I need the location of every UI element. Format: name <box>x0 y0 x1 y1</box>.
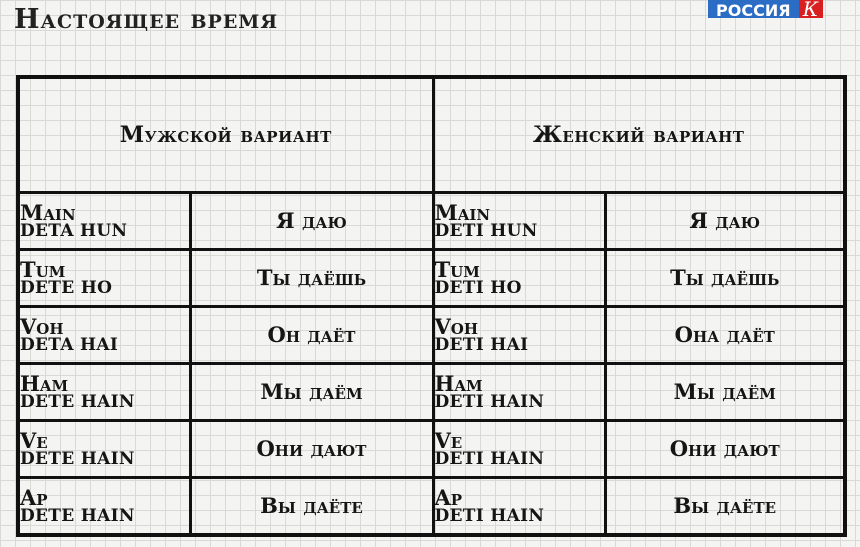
pronoun: Ve <box>434 427 463 453</box>
table-header-row <box>18 77 845 193</box>
pronoun: Voh <box>20 313 64 339</box>
verb-form: DETE HAIN <box>20 505 135 526</box>
table-row <box>18 477 845 535</box>
table-row <box>18 420 845 477</box>
male-variant-header: Мужской вариант <box>18 77 433 193</box>
verb-form: DETI HAIN <box>434 448 545 469</box>
female-hindi-cell <box>433 306 605 363</box>
table-row <box>18 193 845 250</box>
female-russian-cell: Я даю <box>605 193 845 250</box>
male-hindi-cell <box>18 363 190 420</box>
channel-logo <box>708 0 823 18</box>
female-hindi-cell <box>433 193 605 250</box>
male-hindi-cell <box>18 477 190 535</box>
verb-form: DETE HAIN <box>20 391 135 412</box>
table-row <box>18 363 845 420</box>
female-hindi-cell <box>433 363 605 420</box>
female-variant-header: Женский вариант <box>433 77 845 193</box>
channel-logo-text: РОССИЯ <box>708 0 799 18</box>
table-row <box>18 306 845 363</box>
male-russian-cell: Я даю <box>190 193 433 250</box>
female-russian-cell: Ты даёшь <box>605 249 845 306</box>
female-russian-cell: Она даёт <box>605 306 845 363</box>
male-hindi-cell <box>18 249 190 306</box>
male-hindi-cell <box>18 306 190 363</box>
male-russian-cell: Вы даёте <box>190 477 433 535</box>
pronoun: Main <box>20 199 76 225</box>
male-hindi-cell <box>18 193 190 250</box>
pronoun: Voh <box>434 313 479 339</box>
page-title: Настоящее время <box>14 4 279 35</box>
pronoun: Ham <box>20 370 69 396</box>
pronoun: Tum <box>20 256 66 282</box>
verb-form: DETE HAIN <box>20 448 135 469</box>
female-russian-cell: Они дают <box>605 420 845 477</box>
pronoun: Tum <box>434 256 480 282</box>
verb-form: DETI HUN <box>434 220 538 241</box>
female-hindi-cell <box>433 249 605 306</box>
female-russian-cell: Вы даёте <box>605 477 845 535</box>
verb-form: DETE HO <box>20 277 113 298</box>
verb-form: DETI HAIN <box>434 391 545 412</box>
table-row <box>18 249 845 306</box>
male-russian-cell: Ты даёшь <box>190 249 433 306</box>
male-hindi-cell <box>18 420 190 477</box>
male-russian-cell: Они дают <box>190 420 433 477</box>
female-russian-cell: Мы даём <box>605 363 845 420</box>
female-hindi-cell <box>433 477 605 535</box>
male-russian-cell: Мы даём <box>190 363 433 420</box>
pronoun: Ap <box>20 484 48 510</box>
verb-form: DETI HO <box>434 277 522 298</box>
conjugation-table <box>16 75 847 537</box>
pronoun: Ve <box>20 427 48 453</box>
pronoun: Main <box>434 199 491 225</box>
female-hindi-cell <box>433 420 605 477</box>
verb-form: DETA HAI <box>20 334 119 355</box>
channel-logo-letter: К <box>799 0 823 18</box>
verb-form: DETA HUN <box>20 220 128 241</box>
verb-form: DETI HAIN <box>434 505 545 526</box>
male-russian-cell: Он даёт <box>190 306 433 363</box>
verb-form: DETI HAI <box>434 334 529 355</box>
pronoun: Ham <box>434 370 483 396</box>
pronoun: Ap <box>434 484 463 510</box>
